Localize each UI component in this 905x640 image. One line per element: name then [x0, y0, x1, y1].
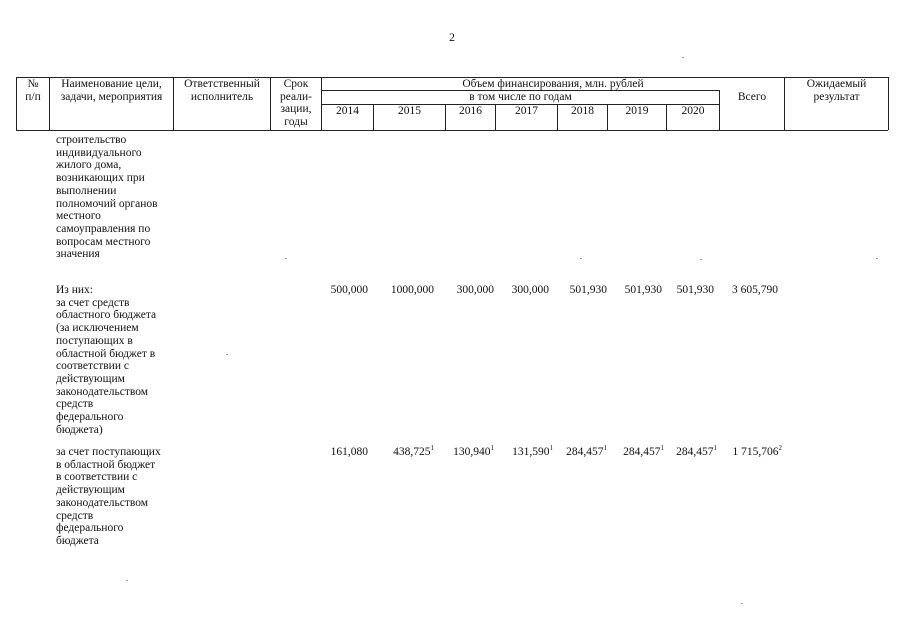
scan-speck — [580, 258, 582, 259]
header-result: Ожидаемый результат — [806, 78, 867, 103]
value-2016: 130,940$^1$ — [453, 444, 494, 458]
footnote-mark: 1 — [603, 444, 607, 452]
header-total: Всего — [737, 91, 767, 103]
row-description: за счет поступающих в областной бюджет в соответствии с действующим законодательством средств федерального бюджета — [56, 446, 161, 547]
header-year: 2015 — [398, 105, 421, 117]
header-name: Наименование цели, задачи, мероприятия — [60, 78, 163, 103]
value-2014: 161,080 — [330, 446, 368, 458]
value-2018: 284,457$^1$ — [566, 444, 607, 458]
header-by-years: в том числе по годам — [469, 91, 572, 103]
header-year: 2018 — [571, 105, 594, 117]
value-2017: 300,000 — [511, 284, 549, 296]
header-year: 2017 — [515, 105, 538, 117]
value-2017: 131,590$^1$ — [512, 444, 553, 458]
value-2018: 501,930 — [569, 284, 607, 296]
value-2020: 501,930 — [676, 284, 714, 296]
value-2019: 284,457$^1$ — [623, 444, 664, 458]
value-2020: 284,457$^1$ — [676, 444, 717, 458]
page-number: 2 — [449, 32, 455, 44]
scan-speck — [226, 354, 228, 355]
row-description: строительство индивидуального жилого дома, возникающих при выполнении полномочий органов местного самоуправления по вопросам местного значения — [56, 134, 158, 261]
header-executor: Ответственный исполнитель — [184, 78, 260, 103]
value-2019: 501,930 — [624, 284, 662, 296]
footnote-mark: 1 — [660, 444, 664, 452]
value-2015: 438,725$^1$ — [393, 444, 434, 458]
header-financing: Объем финансирования, млн. рублей — [462, 78, 644, 90]
header-year: 2020 — [681, 105, 705, 117]
footnote-mark: 1 — [549, 444, 553, 452]
row-description: Из них: за счет средств областного бюджета (за исключением поступающих в областной бюджет в соответствии с действующим законодательством средств федерального бюджета) — [56, 284, 157, 436]
value-2014: 500,000 — [330, 284, 368, 296]
value-2016: 300,000 — [456, 284, 494, 296]
value-total: 3 605,790 — [732, 284, 778, 296]
scan-speck — [126, 580, 128, 581]
footnote-mark: 1 — [490, 444, 494, 452]
value-total: 1 715,706$^2$ — [732, 444, 782, 458]
header-year: 2019 — [625, 105, 649, 117]
footnote-mark: 1 — [713, 444, 717, 452]
header-year: 2014 — [336, 105, 359, 117]
scan-speck — [700, 259, 702, 260]
header-term: Срок реали- зации, годы — [280, 78, 312, 128]
header-number: № п/п — [25, 78, 41, 103]
header-year: 2016 — [459, 105, 482, 117]
footnote-mark: 1 — [430, 444, 434, 452]
value-2015: 1000,000 — [390, 284, 434, 296]
scan-speck — [876, 258, 878, 259]
scan-speck — [682, 57, 684, 58]
scan-speck — [285, 258, 287, 259]
scan-speck — [741, 603, 743, 604]
footnote-mark: 2 — [778, 444, 782, 452]
